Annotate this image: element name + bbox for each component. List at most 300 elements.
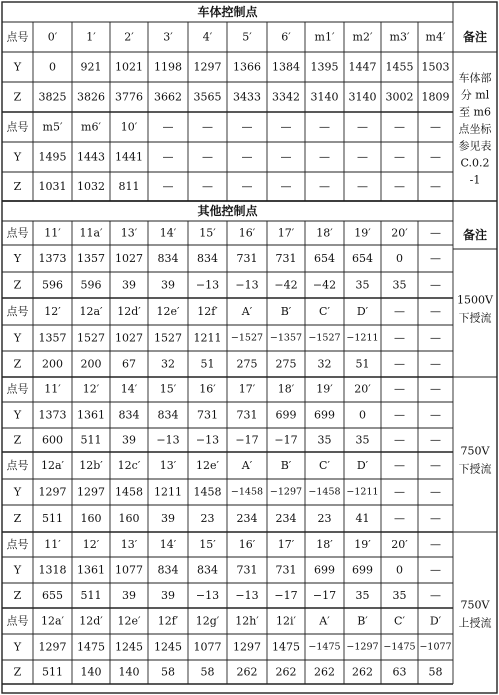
other-group-1-table-0-row-y-cell: — [394,408,405,422]
other-group-0-table-1-header-row-cell: A′ [241,305,253,318]
other-group-0-table-1-row-y-cell: 1211 [193,331,222,345]
other-group-2-table-1-row-y-cell: 1475 [272,640,300,654]
vehicle-table-1-header-row-cell: m6′ [81,120,101,134]
other-group-0-table-0-row-z-cell: −13 [195,278,220,292]
other-group-2-table-1-row-y-cell: 1077 [193,640,222,654]
other-group-2-table-0-row-y-cell: 699 [314,563,335,577]
other-group-0-table-1-row-y-cell: −1527 [230,332,264,344]
other-group-2-table-1-row-z-cell: 140 [80,665,102,679]
other-group-0-table-1-row-z-cell: 51 [200,357,215,371]
other-group-2-table-1-row-z-cell: 262 [236,665,258,679]
vehicle-table-1-row-y-cell: — [394,150,405,164]
other-group-1-table-1-header-row-cell: D′ [356,459,369,472]
other-group-0-table-1-header-row-cell: 12f′ [197,305,218,318]
other-group-0-table-0-row-y-cell: 654 [314,252,335,265]
vehicle-table-0-row-y-cell: 1455 [385,60,414,74]
other-group-0-table-0-row-z-cell: 596 [80,278,102,292]
other-group-2-table-0-row-z-cell: 35 [355,589,370,602]
other-group-2-table-0-row-y-cell: — [430,563,441,577]
other-group-0-table-1-row-y-cell: −1357 [269,332,303,344]
other-group-0-table-0-row-z-cell: Z [13,278,22,292]
vehicle-table-0-row-z-cell: 3140 [310,90,339,104]
other-group-0-table-0-row-y-cell: 731 [275,252,297,265]
other-group-1-table-1-row-y-cell: −1211 [346,486,379,498]
other-group-2-table-0-row-y-cell: 834 [157,563,179,577]
other-group-0-table-0-row-y-cell: Y [13,252,22,265]
other-group-1-table-1-header-row-cell: — [394,459,405,472]
other-group-1-table-1-header-row-cell: 13′ [159,459,177,472]
other-group-2-table-0-row-z-cell: 39 [122,589,136,602]
vehicle-table-1-row-y-cell: 1495 [38,150,67,164]
other-group-2-table-1-header-row-cell: D′ [429,614,442,628]
other-group-2-table-1-header-row-cell: B′ [357,614,368,628]
other-group-0-table-0-row-y-cell: 834 [197,252,218,265]
other-group-1-table-0-row-y-cell: 731 [236,408,258,422]
other-group-2-table-0-header-row-cell: 14′ [159,538,177,551]
vehicle-table-1-header-row-cell: — [357,120,368,134]
other-group-0-table-1-row-z-cell: 275 [275,357,297,371]
vehicle-table-1-row-z-cell: — [394,180,405,193]
other-group-0-table-0-header-row-cell: 点号 [6,226,29,240]
other-group-1-table-0-row-z-cell: 35 [355,433,370,447]
vehicle-table-1-row-y-cell: 1441 [115,150,143,164]
other-group-1-table-0-row-y-cell: 699 [314,408,335,422]
vehicle-table-0-row-y-cell: 1503 [421,60,450,74]
other-group-2-table-1-header-row-cell: 12g′ [195,614,220,628]
vehicle-table-0-header-row-cell: m4′ [425,30,446,44]
vehicle-section-title: 车体控制点 [197,5,258,19]
vehicle-table-1-header-row-cell: — [202,120,213,134]
vehicle-table-0-header-row-cell: 3′ [163,30,173,44]
other-group-1-table-1-row-y-cell: 1211 [154,485,182,499]
other-group-2-table-0-row-z-cell: — [430,589,441,602]
other-group-1-table-0-row-y-cell: — [430,408,441,422]
other-group-2-table-1-row-z-cell: 58 [200,665,215,679]
other-group-0-table-1-row-z-cell: 32 [161,357,175,371]
other-group-0-table-0-header-row-cell: 17′ [277,226,295,240]
vehicle-table-0-header-row-cell: 0′ [47,30,58,44]
other-group-2-table-0-row-y-cell: Y [13,563,22,577]
other-group-1-table-1-row-y-cell: −1458 [308,486,341,498]
other-group-0-remark: 下授流 [458,311,492,325]
other-group-2-table-1-header-row-cell: 12f′ [157,614,179,628]
other-group-2-table-1-header-row-cell: 12e′ [117,614,141,628]
other-group-0-table-1-row-y-cell: 1527 [77,331,105,345]
other-group-1-table-0-header-row-cell: 点号 [6,382,29,396]
other-group-1-table-1-row-y-cell: 1297 [38,485,67,499]
other-group-2-table-1-row-z-cell: 58 [161,665,175,679]
vehicle-table-1-row-z-cell: — [241,180,253,193]
other-group-0-table-1-row-y-cell: 1027 [115,331,143,345]
vehicle-table-1-row-z-cell: — [162,180,174,193]
vehicle-table-1-header-row-cell: — [241,120,253,134]
vehicle-table-0-header-row-cell: 5′ [242,30,252,44]
other-group-2-table-0-header-row-cell: 12′ [82,538,100,551]
other-group-2-table-1-header-row-cell: 点号 [6,614,29,628]
other-group-0-table-1-row-z-cell: Z [13,357,22,371]
vehicle-table-0-row-y-cell: Y [13,60,22,74]
vehicle-remark-line: 点坐标 [458,122,492,136]
other-group-2-table-0-header-row-cell: 13′ [120,538,138,551]
other-group-0-table-0-header-row-cell: 11′ [44,226,61,240]
other-group-2-table-0-row-z-cell: 39 [161,589,175,602]
other-group-0-table-0-header-row-cell: 20′ [391,226,408,240]
other-group-0-table-1-row-z-cell: 67 [122,357,136,371]
other-group-1-table-1-header-row-cell: 12a′ [40,459,65,472]
other-group-2-table-0-header-row-cell: 16′ [238,538,256,551]
other-group-0-table-0-row-y-cell: 834 [157,252,179,265]
other-group-0-table-0-row-y-cell: 1357 [77,252,105,265]
other-group-0-table-1-row-z-cell: 200 [80,357,102,371]
other-group-1-table-0-row-z-cell: −13 [195,433,220,447]
vehicle-table-0-row-y-cell: 1297 [193,60,222,74]
vehicle-table-0-row-y-cell: 921 [80,60,102,74]
vehicle-table-1-header-row-cell: — [319,120,330,134]
other-group-1-table-0-header-row-cell: 12′ [82,382,100,396]
other-group-0-table-0-row-z-cell: −42 [312,278,337,292]
vehicle-table-0-row-z-cell: 3002 [385,90,414,104]
vehicle-table-0-header-row-cell: 点号 [6,30,29,44]
other-group-1-table-1-row-z-cell: 160 [80,512,102,525]
other-group-1-table-1-row-y-cell: — [394,485,405,499]
other-group-2-table-1-header-row-cell: 12i′ [275,614,297,628]
other-group-0-table-0-row-z-cell: 35 [355,278,370,292]
vehicle-table-0-row-z-cell: 3140 [348,90,377,104]
other-group-2-table-1-row-y-cell: −1077 [419,641,452,653]
vehicle-table-1-row-z-cell: 1031 [38,180,67,193]
vehicle-table-0-row-z-cell: 3776 [115,90,143,104]
other-group-2-table-1-row-y-cell: −1297 [346,641,379,653]
vehicle-table-0-row-z-cell: 3825 [38,90,67,104]
other-group-1-table-0-header-row-cell: 18′ [277,382,295,396]
vehicle-table-1-row-y-cell: — [357,150,368,164]
other-group-0-table-0-header-row-cell: 15′ [199,226,216,240]
other-group-2-table-0-row-y-cell: 834 [197,563,218,577]
other-group-0-table-0-header-row-cell: — [430,226,441,240]
other-group-2-table-1-row-z-cell: 262 [314,665,335,679]
vehicle-remark-line: 分 ml [460,88,490,102]
vehicle-table-1-row-z-cell: — [202,180,213,193]
other-group-0-table-0-row-z-cell: 39 [122,278,136,292]
other-group-2-table-0-header-row-cell: 11′ [44,538,61,551]
other-group-1-table-0-row-y-cell: 0 [359,408,366,422]
other-group-2-table-0-row-z-cell: −17 [274,589,298,602]
other-group-0-table-1-row-y-cell: Y [13,331,22,345]
other-group-2-table-0-row-z-cell: 511 [80,589,102,602]
vehicle-table-1-header-row-cell: — [430,120,441,134]
other-group-1-table-0-row-z-cell: — [394,433,405,447]
vehicle-remark-line: -1 [469,173,481,187]
other-group-1-table-0-header-row-cell: 14′ [120,382,138,396]
other-group-1-table-0-row-y-cell: 834 [118,408,140,422]
other-group-1-table-0-header-row-cell: 15′ [159,382,177,396]
vehicle-table-1-header-row-cell: — [394,120,405,134]
other-group-0-remark: 1500V [457,293,493,307]
vehicle-table-0-row-y-cell: 1198 [154,60,182,74]
other-group-0-table-1-row-z-cell: 200 [42,357,63,371]
other-group-0-table-1-header-row-cell: 12d′ [117,305,141,318]
other-group-1-table-1-row-y-cell: −1297 [269,486,303,498]
vehicle-remark-line: 参见表 [458,139,492,153]
other-group-0-table-0-header-row-cell: 19′ [354,226,371,240]
other-group-1-remark: 750V [460,444,490,458]
other-group-1-table-0-row-y-cell: 731 [197,408,218,422]
other-group-0-table-1-header-row-cell: 12a′ [79,305,103,318]
other-group-1-table-0-row-z-cell: Z [13,433,22,447]
other-group-2-table-1-row-y-cell: 1297 [233,640,261,654]
vehicle-table-1-row-z-cell: 811 [118,180,140,193]
other-group-2-table-1-row-y-cell: 1297 [38,640,67,654]
vehicle-table-0-row-z-cell: 3433 [233,90,261,104]
other-group-0-table-0-row-y-cell: 731 [236,252,258,265]
other-group-1-table-0-row-z-cell: −13 [156,433,180,447]
other-group-0-table-1-header-row-cell: 点号 [6,305,29,318]
other-group-1-remark: 下授流 [458,462,492,476]
vehicle-table-0-row-z-cell: Z [13,90,22,104]
other-group-2-table-1-row-z-cell: 58 [428,665,443,679]
other-group-1-table-1-row-z-cell: Z [13,512,22,525]
other-group-1-table-1-row-z-cell: 39 [161,512,175,525]
other-group-1-table-1-row-z-cell: 41 [355,512,370,525]
other-group-2-table-0-row-y-cell: 731 [275,563,297,577]
other-group-2-table-0-row-z-cell: 655 [42,589,63,602]
other-group-1-table-1-row-y-cell: 1458 [193,485,222,499]
other-group-2-table-0-header-row-cell: — [430,538,441,551]
other-group-2-table-1-row-y-cell: −1475 [383,641,416,653]
other-group-2-table-1-row-y-cell: 1245 [115,640,143,654]
other-group-1-table-1-row-y-cell: 1458 [115,485,143,499]
other-group-1-table-1-row-y-cell: −1458 [230,486,264,498]
vehicle-table-0-row-y-cell: 1395 [310,60,339,74]
other-group-1-table-0-header-row-cell: 11′ [44,382,61,396]
other-group-2-table-0-header-row-cell: 15′ [199,538,216,551]
vehicle-table-0-row-y-cell: 1384 [272,60,300,74]
other-group-2-table-1-header-row-cell: 12h′ [235,614,259,628]
other-group-2-table-0-row-z-cell: −13 [195,589,220,602]
other-group-0-table-0-row-z-cell: 39 [161,278,175,292]
vehicle-table-1-row-z-cell: Z [13,180,22,193]
vehicle-table-0-header-row-cell: 6′ [281,30,291,44]
other-group-1-table-1-header-row-cell: 12c′ [117,459,141,472]
other-group-1-table-0-row-z-cell: 600 [42,433,63,447]
other-group-0-table-0-row-z-cell: 35 [392,278,407,292]
other-group-2-table-0-row-y-cell: 731 [236,563,258,577]
other-group-2-table-1-header-row-cell: C′ [394,614,405,628]
vehicle-table-1-header-row-cell: — [280,120,292,134]
vehicle-table-0-header-row-cell: 4′ [202,30,213,44]
other-group-1-table-1-row-y-cell: — [430,485,441,499]
other-group-2-table-1-row-y-cell: −1475 [308,641,341,653]
vehicle-table-1-row-y-cell: — [202,150,213,164]
other-group-1-table-1-header-row-cell: 12e′ [195,459,220,472]
other-group-2-table-0-row-y-cell: 1318 [38,563,67,577]
other-group-2-table-1-header-row-cell: 12d′ [79,614,103,628]
other-group-0-table-0-row-z-cell: −13 [235,278,259,292]
other-group-1-table-0-row-y-cell: 834 [157,408,179,422]
other-group-2-table-0-row-y-cell: 1361 [77,563,105,577]
vehicle-table-0-row-z-cell: 1809 [421,90,450,104]
vehicle-table-0-header-row-cell: m3′ [389,30,410,44]
vehicle-table-0-header-row-cell: m1′ [314,30,335,44]
vehicle-table-1-row-z-cell: 1032 [77,180,105,193]
other-group-1-table-0-row-z-cell: — [430,433,441,447]
other-group-0-table-0-header-row-cell: 11a′ [79,226,103,240]
vehicle-table-0-row-z-cell: 3826 [77,90,105,104]
other-group-2-table-1-header-row-cell: 12a′ [40,614,65,628]
other-group-2-table-0-header-row-cell: 18′ [316,538,333,551]
other-group-2-remark: 750V [460,598,490,612]
other-section-title: 其他控制点 [197,204,258,218]
vehicle-table-0-row-z-cell: 3662 [154,90,182,104]
other-group-0-table-1-header-row-cell: 12′ [44,305,61,318]
other-group-2-table-1-row-y-cell: 1245 [154,640,182,654]
other-group-0-table-1-row-y-cell: 1527 [154,331,182,345]
vehicle-table-1-row-y-cell: 1443 [77,150,105,164]
other-group-0-table-0-header-row-cell: 16′ [238,226,256,240]
other-group-2-table-1-row-y-cell: 1475 [77,640,105,654]
other-group-0-table-1-row-z-cell: — [430,357,441,371]
other-group-1-table-1-row-z-cell: 160 [118,512,140,525]
other-group-0-table-0-row-y-cell: 0 [396,252,403,265]
vehicle-remark-line: 车体部 [458,71,492,85]
vehicle-table-0-header-row-cell: 2′ [124,30,134,44]
other-group-0-table-1-header-row-cell: B′ [280,305,292,318]
vehicle-table-0-row-y-cell: 1021 [115,60,143,74]
other-group-1-table-0-header-row-cell: 20′ [354,382,371,396]
other-group-2-table-0-row-z-cell: 35 [392,589,407,602]
other-group-2-table-0-row-z-cell: −17 [312,589,337,602]
other-group-0-table-1-row-y-cell: 1357 [38,331,67,345]
other-group-1-table-0-header-row-cell: 17′ [238,382,256,396]
vehicle-table-0-row-z-cell: 3565 [193,90,222,104]
other-group-2-table-1-row-z-cell: 511 [42,665,63,679]
vehicle-table-1-row-y-cell: — [162,150,174,164]
vehicle-table-0-row-y-cell: 1366 [233,60,261,74]
other-group-2-table-0-row-y-cell: 1077 [115,563,143,577]
other-group-0-table-0-row-y-cell: 1373 [38,252,67,265]
other-group-1-table-0-row-z-cell: −17 [274,433,298,447]
other-group-1-table-0-row-z-cell: −17 [235,433,259,447]
other-group-1-table-1-header-row-cell: C′ [319,459,330,472]
other-group-1-table-1-row-z-cell: 234 [275,512,297,525]
other-group-2-table-0-header-row-cell: 20′ [391,538,408,551]
other-group-2-table-0-header-row-cell: 点号 [6,538,29,551]
other-group-2-table-0-row-z-cell: −13 [235,589,259,602]
other-group-1-table-1-row-z-cell: 511 [42,512,63,525]
vehicle-table-0-header-row-cell: m2′ [352,30,373,44]
other-remark-header: 备注 [462,228,488,242]
other-group-2-remark: 上授流 [458,616,492,630]
other-group-1-table-0-row-y-cell: 1361 [77,408,105,422]
other-group-1-table-1-row-z-cell: 23 [317,512,332,525]
other-group-2-table-0-header-row-cell: 17′ [277,538,295,551]
other-group-1-table-0-row-z-cell: 39 [122,433,136,447]
vehicle-table-0-header-row-cell: 1′ [86,30,96,44]
vehicle-table-1-row-y-cell: — [430,150,441,164]
other-group-1-table-1-header-row-cell: 12b′ [79,459,103,472]
other-group-2-table-1-row-y-cell: Y [13,640,22,654]
other-group-1-table-1-header-row-cell: B′ [280,459,292,472]
other-group-0-table-1-header-row-cell: C′ [319,305,330,318]
other-group-0-table-0-row-y-cell: 1027 [115,252,143,265]
other-group-1-table-0-header-row-cell: 16′ [199,382,216,396]
vehicle-table-1-row-y-cell: — [280,150,292,164]
other-group-0-table-0-row-z-cell: −42 [274,278,298,292]
other-group-0-table-1-header-row-cell: — [430,305,441,318]
vehicle-remark-line: 至 m6 [459,105,491,119]
other-group-0-table-1-row-z-cell: 32 [317,357,332,371]
other-group-2-table-1-row-z-cell: 262 [352,665,373,679]
other-group-0-table-0-row-y-cell: — [430,252,441,265]
other-group-1-table-1-row-z-cell: 23 [200,512,215,525]
vehicle-table-0-row-z-cell: 3342 [272,90,300,104]
vehicle-table-1-header-row-cell: 点号 [6,120,29,134]
vehicle-table-0-row-y-cell: 1447 [348,60,377,74]
other-group-1-table-0-row-z-cell: 511 [80,433,102,447]
vehicle-table-1-row-z-cell: — [357,180,368,193]
other-group-1-table-0-row-y-cell: 1373 [38,408,67,422]
other-group-1-table-0-row-z-cell: 35 [317,433,332,447]
other-group-2-table-1-row-z-cell: 262 [275,665,297,679]
other-group-1-table-1-row-z-cell: — [394,512,405,525]
other-group-0-table-1-row-z-cell: 275 [236,357,258,371]
other-group-0-table-1-header-row-cell: — [394,305,405,318]
vehicle-remark-header: 备注 [462,30,488,44]
other-group-2-table-0-row-y-cell: 699 [352,563,373,577]
other-group-0-table-0-row-z-cell: — [430,278,441,292]
other-group-1-table-1-row-z-cell: 234 [236,512,258,525]
vehicle-table-1-row-y-cell: — [241,150,253,164]
other-group-0-table-1-header-row-cell: 12e′ [156,305,180,318]
other-group-1-table-0-header-row-cell: — [394,382,405,396]
other-group-0-table-1-row-y-cell: — [394,331,405,345]
other-group-0-table-1-row-y-cell: −1527 [308,332,341,344]
other-group-2-table-0-header-row-cell: 19′ [354,538,371,551]
other-group-0-table-0-header-row-cell: 18′ [316,226,333,240]
other-group-0-table-1-row-z-cell: — [394,357,405,371]
other-group-0-table-1-header-row-cell: D′ [356,305,369,318]
other-group-1-table-1-row-y-cell: 1297 [77,485,105,499]
other-group-1-table-1-row-y-cell: Y [13,485,22,499]
vehicle-table-1-header-row-cell: — [162,120,174,134]
vehicle-table-1-row-z-cell: — [430,180,441,193]
other-group-0-table-0-row-z-cell: 596 [42,278,63,292]
other-group-1-table-1-header-row-cell: — [430,459,441,472]
vehicle-table-1-header-row-cell: m5′ [42,120,63,134]
other-group-0-table-0-row-y-cell: 654 [352,252,373,265]
vehicle-table-1-header-row-cell: 10′ [120,120,138,134]
other-group-1-table-0-row-y-cell: 699 [275,408,297,422]
vehicle-table-0-row-y-cell: 0 [49,60,56,74]
other-group-1-table-0-row-y-cell: Y [13,408,22,422]
other-group-1-table-1-header-row-cell: 点号 [6,459,29,472]
vehicle-table-1-row-z-cell: — [280,180,292,193]
other-group-1-table-1-row-z-cell: — [430,512,441,525]
other-group-0-table-0-header-row-cell: 14′ [159,226,177,240]
other-group-1-table-0-header-row-cell: — [430,382,441,396]
vehicle-table-1-row-y-cell: Y [13,150,22,164]
vehicle-table-1-row-z-cell: — [319,180,330,193]
other-group-0-table-1-row-y-cell: — [430,331,441,345]
vehicle-remark-line: C.0.2 [460,156,490,170]
other-group-2-table-1-row-z-cell: Z [13,665,22,679]
other-group-0-table-1-row-z-cell: 51 [355,357,370,371]
other-group-1-table-0-header-row-cell: 19′ [316,382,333,396]
other-group-0-table-0-header-row-cell: 13′ [120,226,138,240]
other-group-0-table-1-row-y-cell: −1211 [346,332,379,344]
other-group-2-table-1-header-row-cell: A′ [319,614,330,628]
other-group-2-table-0-row-z-cell: Z [13,589,22,602]
